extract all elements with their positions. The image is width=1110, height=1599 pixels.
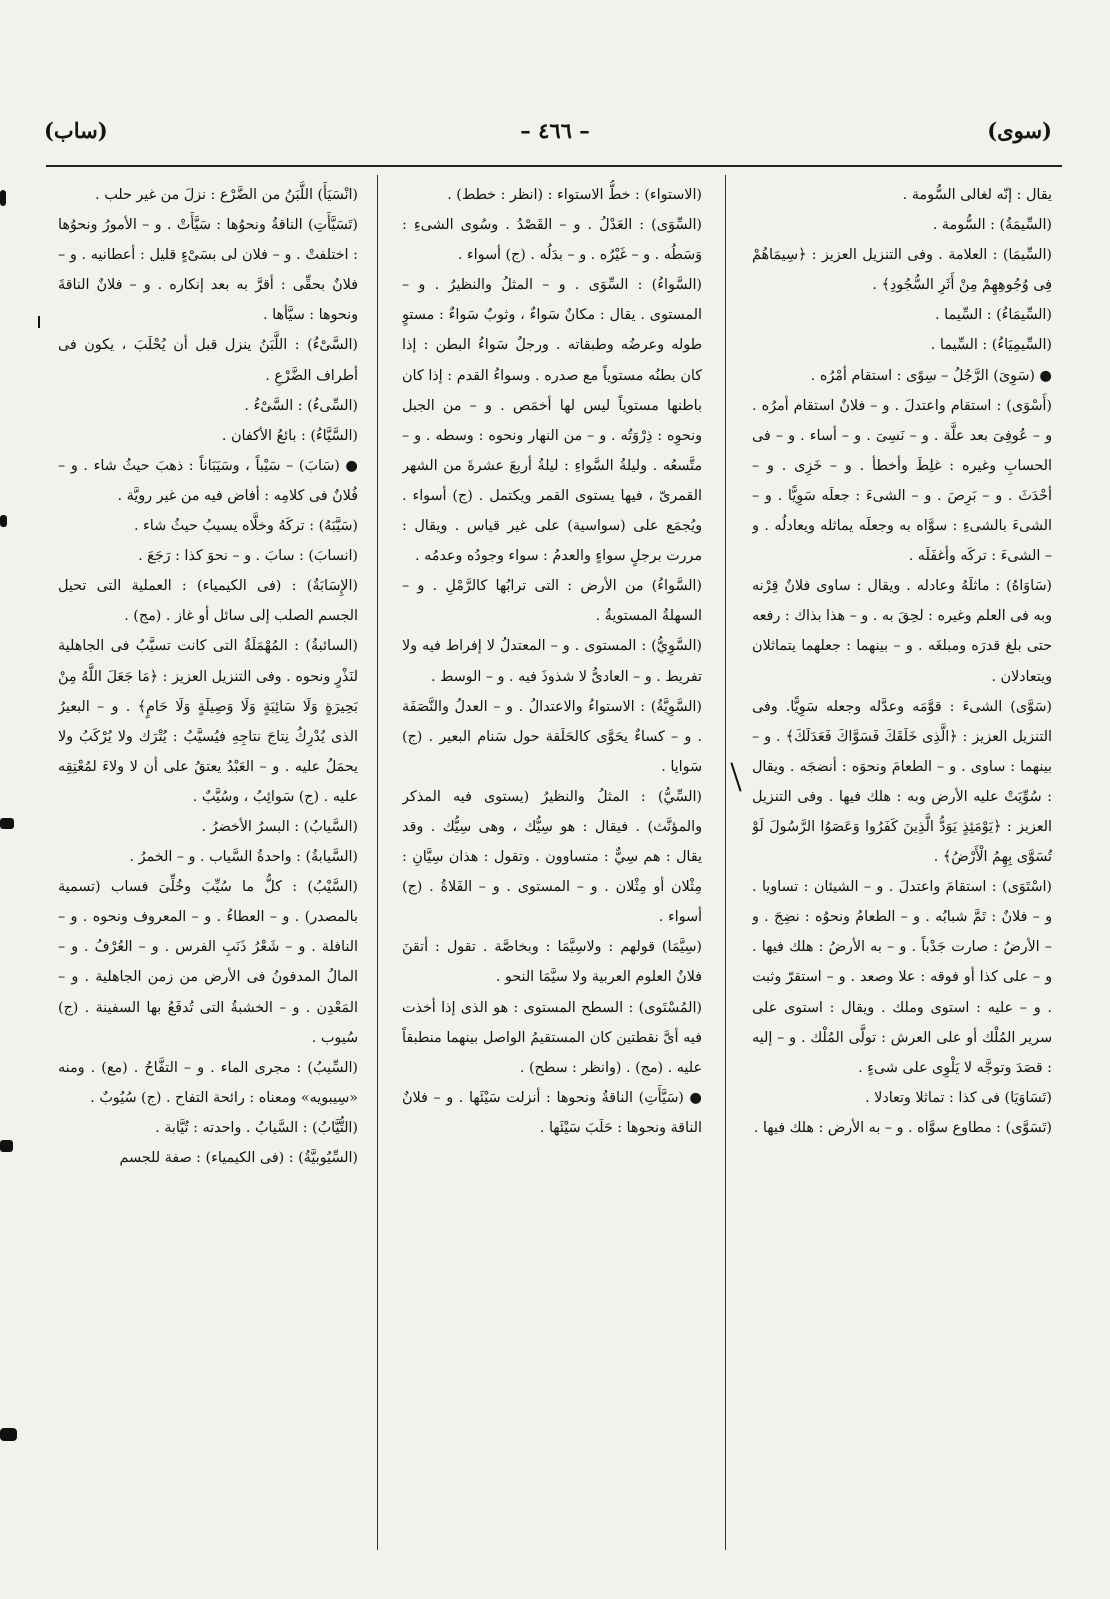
entry: (سَوَّى) الشىءَ : قوَّمَه وعدَّله وجعله سَوِيًّا. وفى التنزيل العزيز : ﴿الَّذِى خَلَقَكَ فَسَوَّاكَ فَعَدَلَكَ﴾ . و – بينهما : ساوى . و – الطعامَ ونحوَه : أنضجَه . ويقال : سُوِّيَتْ عليه الأرض وبه : هلك فيها . وفى التنزيل العزيز : ﴿يَوْمَئِذٍ يَوَدُّ الَّذِينَ كَفَرُوا وَعَصَوُا الرَّسُولَ لَوْ تُسَوَّى بِهِمُ الْأَرْضُ﴾ . [752,698,1052,866]
scan-mark [0,818,14,829]
entry: (تَسَيَّأَتِ) الناقةُ ونحوُها : سَيَّأَتْ . و – الأمورُ ونحوُها : اختلفتْ . و – فلان لى بسَىْءٍ قليل : أعطانيه . و – فلانٌ بحقِّى : أقرَّ به بعد إنكاره . و – فلانٌ الناقةَ ونحوها : سيَّأها . [58,217,358,324]
entry: ● (سَيَّأَتِ) الناقةُ ونحوها : أنزلت سَيْئَها . و – فلانٌ الناقة ونحوها : حَلَبَ سَيْئَها . [402,1089,702,1136]
entry: (المُسْتَوى) : السطح المستوى : هو الذى إذا أخذت فيه أىَّ نقطتين كان المستقيمُ الواصل بينهما منطبقاً عليه . (مج) . (وانظر : سطح) . [402,999,702,1076]
entry: (السائبةُ) : المُهْمَلَةُ التى كانت تسيَّبُ فى الجاهلية لنَذْرٍ ونحوه . وفى التنزيل العزيز : ﴿مَا جَعَلَ اللَّهُ مِنْ بَحِيرَةٍ وَلَا سَائِبَةٍ وَلَا وَصِيلَةٍ وَلَا حَامٍ﴾ . و – البعيرُ الذى يُدْرِكُ نِتاجَ نتاجِهِ فيُسيَّبُ : يُتْرَك ولا يُرْكَبُ ولا يحمَلُ عليه . و – العَبْدُ يعتقُ على أن لا ولاءَ لمُعْتِقِه عليه . (ج) سَوائِبُ ، وسُيَّبٌ . [58,638,358,805]
entry: (السِّيمَةُ) : السُّومة . [932,217,1052,234]
scan-mark [0,190,6,206]
entry: (انْسَيَأَ) اللَّبَنُ من الضَّرْع : نزلَ من غير حلب . [95,187,358,203]
entry: (أَسْوَى) : استقام واعتدلَ . و – فلانٌ استقام أمرُه . و – عُوفِىَ بعد علَّة . و – نَسِىَ . و – أساء . و – فى الحسابِ وغيره : غلِطَ وأخطأ . و – خَزِى . و – أحْدَثَ . و – بَرِصَ . و – الشىءَ : جعلَه سَوِيًّا . و – الشىءَ بالشىءِ : سوَّاه به وجعلَه يماثله ويعادلُه . و – الشىءَ : تركَه وأغفَلَه . [752,397,1052,565]
column-middle [402,180,702,1550]
entry: (سِيَّمَا) قولهم : ولاسِيَّمَا : وبخاصَّة . تقول : أتقنَ فلانٌ العلوم العربية ولا سيَّمَا النحو . [402,939,702,986]
page-header [40,118,1070,158]
entry: (السَّواءُ) : السِّوَى . و – المثلُ والنظيرُ . و – المستوى . يقال : مكانٌ سَواءٌ ، وثوبٌ سَواءٌ : مستوٍ طوله وعرضُه وطبقاته . ورجلٌ سَواءُ البطن : إذا كان بطنُه مستوياً مع صدره . وسواءُ القدم : إذا كان باطنها مستوياً ليس لها أخمَص . و – من الجبل ونحوِه : ذِرْوَتُه . و – من النهار ونحوه : وسطه . و – متَّسعُه . وليلةُ السَّواءِ : ليلةُ أربعَ عشرةَ من الشهر القمرىّ ، فيها يستوى القمر ويكتمل . (ج) أسواء . ويُجمَع على (سواسية) على غير قياس . ويقال : مررت برجلٍ سواءٍ والعدمُ : سواء وجودُه وعدمُه . [402,277,702,565]
entry: (انسابَ) : سابَ . و – نحوَ كذا : رَجَعَ . [138,548,358,565]
entry: ● (سَوِىَ) الرَّجُلُ – سِوًى : استقام أمْرُه . [810,367,1052,384]
entry: (تَسَوَّى) : مطاوع سوَّاه . و – به الأرض : هلك فيها . [753,1119,1052,1136]
entry: (السِّيُوبيَّةُ) : (فى الكيمياء) : صفة للجسم [119,1150,358,1166]
entry: (السِّوَى) : العَدْلُ . و – القَصْدُ . وسُوى الشىءِ : وَسَطُه . و – غَيْرُه . و – بدَلُه . (ج) أسواء . [402,217,702,264]
entry: (السَّىْءُ) : اللَّبَنُ ينزل قبل أن يُحْلَبَ ، يكون فى أطراف الضَّرْعِ . [58,337,358,384]
entry: (السِّيمِيَاءُ) : السِّيما . [930,337,1052,354]
column-left [58,180,358,1550]
entry: (السَّوِيَّةُ) : الاستواءُ والاعتدالُ . و – العدلُ والنَّصَفَة . و – كساءٌ يحَوَّى كالحَلَقة حول سَنام البعير . (ج) سَوايا . [402,698,702,775]
entry: (السِّىءُ) : السَّىْءُ . [244,397,358,414]
entry: (السَّيابةُ) : واحدةُ السَّياب . و – الخمرُ . [129,849,358,866]
scan-mark [0,1428,17,1441]
entry: (سَاوَاهُ) : ماثلَهُ وعادله . ويقال : ساوى فلانٌ قِرْنه وبه فى العلم وغيره : لحِقَ به . و – هذا بذاك : رفعه حتى بلغ قدرَه ومبلغَه . و – بينهما : جعلهما يتماثلان ويتعادلان . [752,578,1052,685]
entry: (السَّوِيُّ) : المستوى . و – المعتدلُ لا إفراط فيه ولا تفريط . و – العادىُّ لا شذوذَ فيه . و – الوسط . [402,638,702,685]
column-right [752,180,1052,1550]
scan-mark [0,1140,13,1152]
entry: (السَّواءُ) من الأرض : التى ترابُها كالرَّمْلِ . و – السهلةُ المستويةُ . [402,578,702,625]
entry: (السِّيمَاءُ) : السِّيما . [935,307,1052,324]
scan-mark [730,762,741,791]
header-root-left: (ساب) [44,118,108,143]
entry: (السِّيبُ) : مجرى الماء . و – التفَّاحُ . (مع) . ومنه «سِيبويه» ومعناه : رائحة التفاح . (ج) سُيُوبٌ . [58,1059,358,1106]
entry: (تَسَاوَيَا) فى كذا : تماثلا وتعادلا . [865,1089,1052,1106]
entry: يقال : إنّه لغالى السُّومة . [902,187,1052,203]
column-divider [377,175,378,1550]
column-divider [725,175,726,1550]
page-number: – ٤٦٦ – [520,118,590,143]
header-rule [46,165,1062,167]
entry: (السِّيمَا) : العلامة . وفى التنزيل العزيز : ﴿سِيمَاهُمْ فِى وُجُوهِهِمْ مِنْ أَثَرِ السُّجُودِ﴾ . [752,247,1052,294]
entry: (الاستواء) : خطُّ الاستواء : (انظر : خطط) . [447,187,702,203]
entry: (السَّيابُ) : البسرُ الأخضرُ . [201,818,358,835]
entry: (التُّيَّابُ) : السَّيابُ . واحدته : تُيَّابة . [155,1119,358,1136]
entry: (الإِسَابَةُ) : (فى الكيمياء) : العملية التى تحيل الجسم الصلب إلى سائل أو غاز . (مج) . [58,578,358,625]
entry: ● (سَابَ) – سَيْباً ، وسَيَبَاناً : ذهبَ حيثُ شاء . و – فُلانٌ فى كلامِه : أفاض فيه من غير رويَّة . [58,457,358,504]
entry: (السِّيُّ) : المثلُ والنظيرُ (يستوى فيه المذكر والمؤنَّث) . فيقال : هو سِيُّك ، وهى سِيُّك . وقد يقال : هم سِيٌّ : متساوون . وتقول : هذان سِيَّانِ : مِثْلان أو مِثْلان . و – المستوى . و – الفَلاةُ . (ج) أسواء . [402,788,702,926]
scan-mark [0,515,7,527]
header-root-right: (سوى) [987,118,1052,143]
entry: (السَّيْبُ) : كلُّ ما سُيِّبَ وخُلِّىَ فساب (تسمية بالمصدر) . و – العطاءُ . و – المعروف ونحوه . و – النافلة . و – شَعْرُ ذَنَبِ الفرس . و – العُرْفُ . و – المالُ المدفونُ فى الأرض من زمن الجاهلية . و – المَعْدِن . و – الخشبةُ التى تُدفَعُ بها السفينة . (ج) سُيوب . [58,879,358,1046]
entry: (سَيَّبَهُ) : تركَهُ وخلَّاه يسيبُ حيثُ شاء . [133,518,358,535]
entry: (اسْتَوَى) : استقامَ واعتدلَ . و – الشيئان : تساويا . و – فلانٌ : تَمَّ شبابُه . و – الطعامُ ونحوُه : نضِجَ . و – الأرضُ : صارت جَدْباً . و – به الأرضُ : هلك فيها . و – على كذا أو فوقه : علا وصعد . و – استقرّ وثبت . و – عليه : استوى وملك . ويقال : استوى على سرير المُلْك أو على العرش : تولَّى المُلْك . و – إليه : قصَدَ وتوجَّه لا يَلْوِى على شىءٍ . [752,879,1052,1076]
scan-mark [38,316,40,328]
entry: (السَّيَّاءُ) : بائعُ الأكفان . [221,427,358,444]
